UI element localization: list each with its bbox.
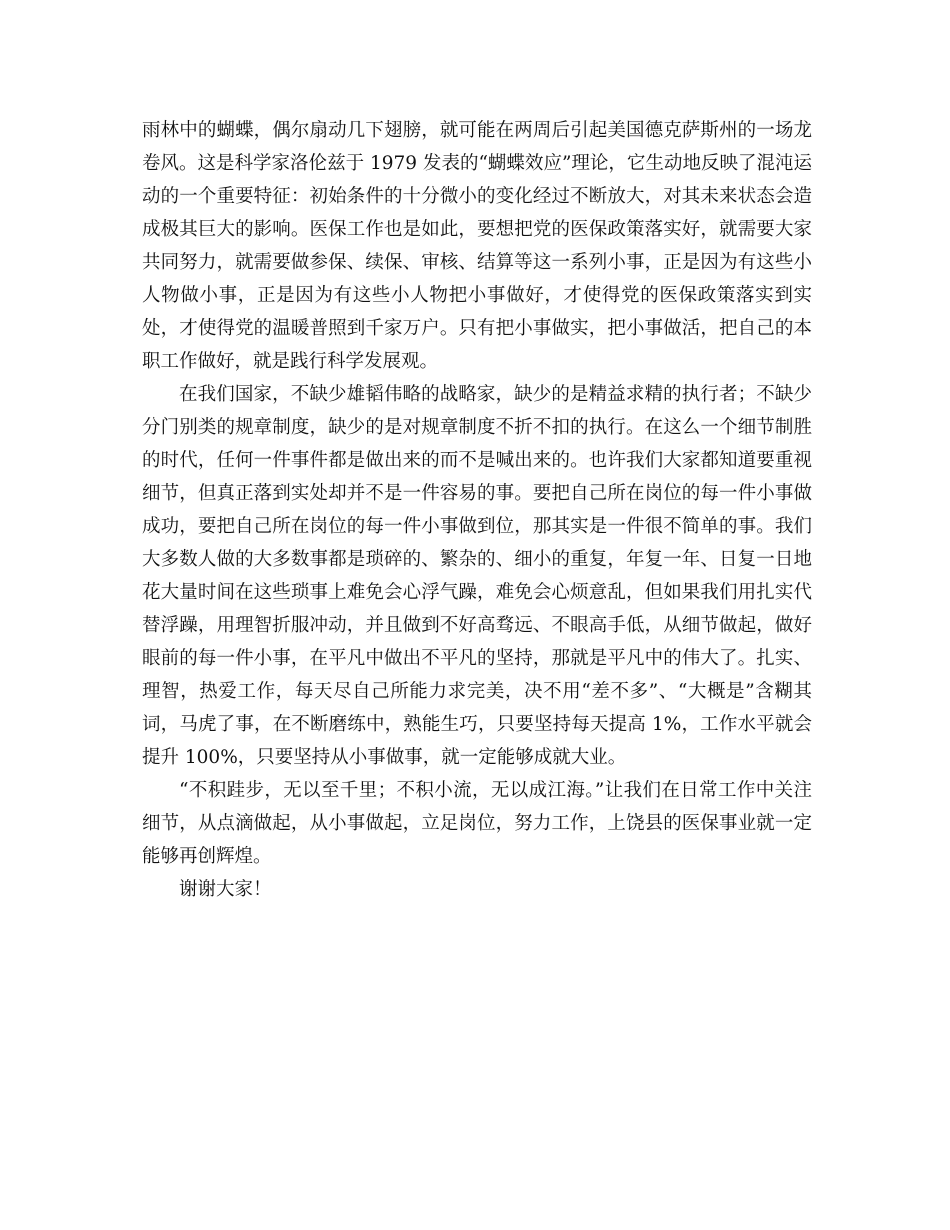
paragraph-thanks: 谢谢大家！: [179, 879, 272, 900]
paragraph-butterfly-effect: 雨林中的蝴蝶，偶尔扇动几下翅膀，就可能在两周后引起美国德克萨斯州的一场龙卷风。这是科学家洛伦兹于 1979 发表的“蝴蝶效应”理论，它生动地反映了混沌运动的一个重要特征：初始条件的十分微小的变化经过不断放大，对其未来状态会造成极其巨大的影响。医保工作也是如此，要想把党的医保政策落实好，就需要大家共同努力，就需要做参保、续保、审核、结算等这一系列小事，正是因为有这些小人物做小事，正是因为有这些小人物把小事做好，才使得党的医保政策落实到实处，才使得党的温暖普照到千家万户。只有把小事做实，把小事做活，把自己的本职工作做好，就是践行科学发展观。: [142, 120, 812, 372]
paragraph-attention-to-detail: 在我们国家，不缺少雄韬伟略的战略家，缺少的是精益求精的执行者；不缺少分门别类的规章制度，缺少的是对规章制度不折不扣的执行。在这么一个细节制胜的时代，任何一件事件都是做出来的而不是喊出来的。也许我们大家都知道要重视细节，但真正落到实处却并不是一件容易的事。要把自己所在岗位的每一件小事做成功，要把自己所在岗位的每一件小事做到位，那其实是一件很不简单的事。我们大多数人做的大多数事都是琐碎的、繁杂的、细小的重复，年复一年、日复一日地花大量时间在这些琐事上难免会心浮气躁，难免会心烦意乱，但如果我们用扎实代替浮躁，用理智折服冲动，并且做到不好高骛远、不眼高手低，从细节做起，做好眼前的每一件小事，在平凡中做出不平凡的坚持，那就是平凡中的伟大了。扎实、理智，热爱工作，每天尽自己所能力求完美，决不用“差不多”、“大概是”含糊其词，马虎了事，在不断磨练中，熟能生巧，只要坚持每天提高 1%，工作水平就会提升 100%，只要坚持从小事做事，就一定能够成就大业。: [142, 384, 812, 768]
body-text: [142, 114, 812, 906]
paragraph-closing-quote: “不积跬步，无以至千里；不积小流，无以成江海。”让我们在日常工作中关注细节，从点滴做起，从小事做起，立足岗位，努力工作，上饶县的医保事业就一定能够再创辉煌。: [142, 780, 812, 867]
